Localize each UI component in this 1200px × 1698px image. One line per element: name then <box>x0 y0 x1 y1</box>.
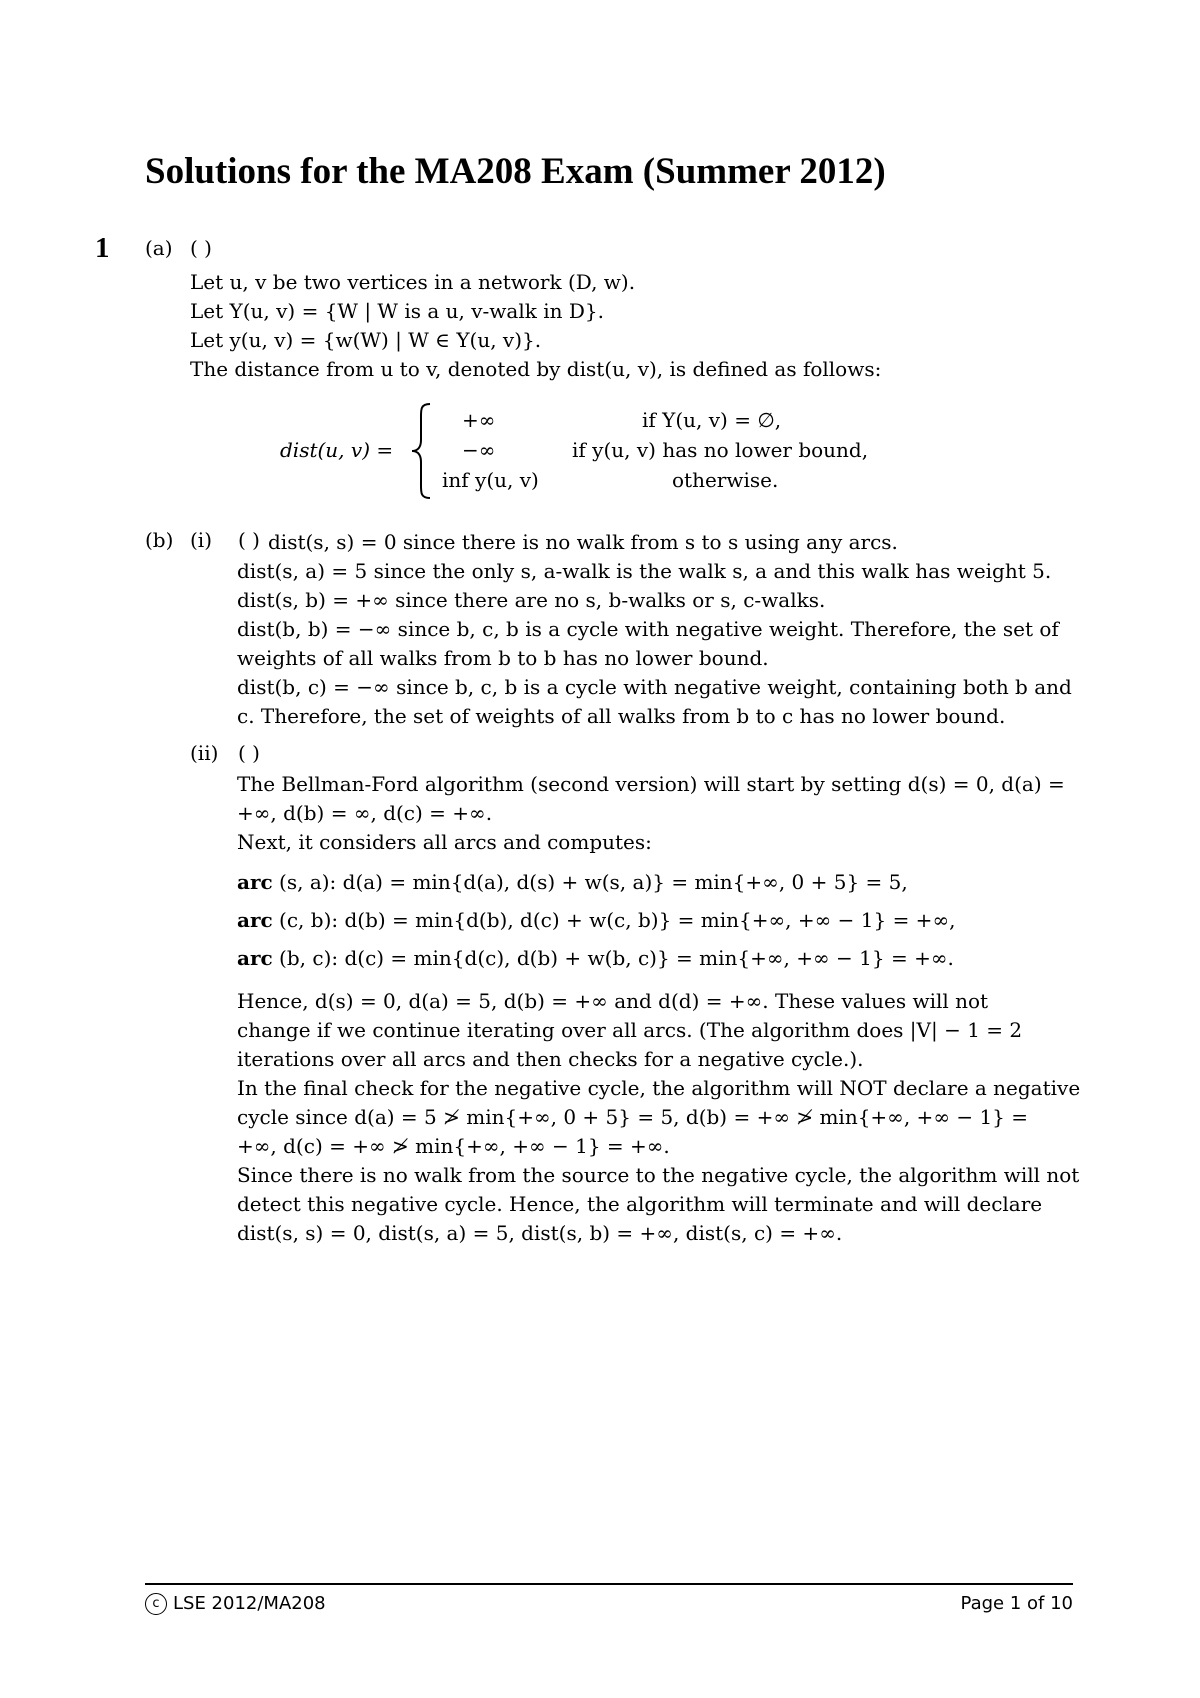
left-brace-icon <box>410 402 432 500</box>
part-a-line: Let y(u, v) = {w(W) | W ∈ Y(u, v)}. <box>190 328 542 352</box>
conclusion-line: In the final check for the negative cycle, the algorithm will NOT declare a negative <box>237 1076 1081 1100</box>
arc-row <box>237 906 955 934</box>
arc-keyword: arc <box>237 946 273 970</box>
arc-formula: d(a) = min{d(a), d(s) + w(s, a)} = min{+∞, 0 + 5} = 5, <box>342 870 908 894</box>
footer-divider <box>145 1583 1073 1585</box>
arc-keyword: arc <box>237 908 273 932</box>
conclusion-line: cycle since d(a) = 5 ≯ min{+∞, 0 + 5} = 5, d(b) = +∞ ≯ min{+∞, +∞ − 1} = <box>237 1105 1029 1129</box>
part-a-line: The distance from u to v, denoted by dist(u, v), is defined as follows: <box>190 357 882 381</box>
part-b-label: (b) <box>145 528 174 552</box>
conclusion-line: detect this negative cycle. Hence, the algorithm will terminate and will declare <box>237 1192 1043 1216</box>
case-condition: if y(u, v) has no lower bound, <box>572 438 869 462</box>
distance-definition <box>280 402 920 502</box>
case-value: inf y(u, v) <box>442 468 539 492</box>
footer-course: LSE 2012/MA208 <box>173 1593 326 1614</box>
part-b-i-line: dist(s, a) = 5 since the only s, a-walk is the walk s, a and this walk has weight 5. <box>237 559 1052 583</box>
conclusion-line: iterations over all arcs and then checks for a negative cycle.). <box>237 1047 864 1071</box>
arc-name: (c, b): <box>279 908 339 932</box>
case-value: +∞ <box>462 408 496 432</box>
part-b-i-line: dist(b, b) = −∞ since b, c, b is a cycle with negative weight. Therefore, the set of <box>237 617 1059 641</box>
arc-row <box>237 944 954 972</box>
arc-row <box>237 868 908 896</box>
part-a-label: (a) <box>145 236 173 260</box>
part-b-i-line: dist(s, b) = +∞ since there are no s, b-walks or s, c-walks. <box>237 588 826 612</box>
page-title: Solutions for the MA208 Exam (Summer 2012) <box>145 151 886 192</box>
part-b-ii-label: (ii) <box>190 741 219 765</box>
conclusion-line: change if we continue iterating over all arcs. (The algorithm does |V| − 1 = 2 <box>237 1018 1023 1042</box>
case-condition: otherwise. <box>672 468 779 492</box>
footer-left <box>145 1593 326 1615</box>
arc-formula: d(c) = min{d(c), d(b) + w(b, c)} = min{+∞, +∞ − 1} = +∞. <box>344 946 954 970</box>
conclusion-line: Since there is no walk from the source to the negative cycle, the algorithm will not <box>237 1163 1080 1187</box>
part-b-ii-intro-line: Next, it considers all arcs and computes: <box>237 830 652 854</box>
part-b-ii-intro-line: +∞, d(b) = ∞, d(c) = +∞. <box>237 801 493 825</box>
page-number: Page 1 of 10 <box>960 1593 1073 1614</box>
conclusion-line: dist(s, s) = 0, dist(s, a) = 5, dist(s, b) = +∞, dist(s, c) = +∞. <box>237 1221 843 1245</box>
part-b-ii-marks: ( ) <box>238 741 260 765</box>
arc-formula: d(b) = min{d(b), d(c) + w(c, b)} = min{+∞, +∞ − 1} = +∞, <box>344 908 956 932</box>
case-condition: if Y(u, v) = ∅, <box>642 408 782 432</box>
part-b-i-line: dist(s, s) = 0 since there is no walk from s to s using any arcs. <box>268 530 898 554</box>
conclusion-line: +∞, d(c) = +∞ ≯ min{+∞, +∞ − 1} = +∞. <box>237 1134 670 1158</box>
copyright-icon: c <box>145 1593 167 1615</box>
arc-keyword: arc <box>237 870 273 894</box>
part-b-i-marks: ( ) <box>238 528 260 552</box>
case-value: −∞ <box>462 438 496 462</box>
part-b-i-line: dist(b, c) = −∞ since b, c, b is a cycle with negative weight, containing both b and <box>237 675 1072 699</box>
definition-lhs: dist(u, v) = <box>280 438 394 462</box>
part-a-marks: ( ) <box>190 236 212 260</box>
part-a-line: Let u, v be two vertices in a network (D, w). <box>190 270 636 294</box>
part-a-line: Let Y(u, v) = {W | W is a u, v-walk in D}. <box>190 299 604 323</box>
arc-name: (b, c): <box>279 946 339 970</box>
part-b-i-line: c. Therefore, the set of weights of all walks from b to c has no lower bound. <box>237 704 1006 728</box>
conclusion-line: Hence, d(s) = 0, d(a) = 5, d(b) = +∞ and d(d) = +∞. These values will not <box>237 989 989 1013</box>
question-number: 1 <box>95 232 110 264</box>
part-b-i-line: weights of all walks from b to b has no lower bound. <box>237 646 769 670</box>
part-b-ii-intro-line: The Bellman-Ford algorithm (second version) will start by setting d(s) = 0, d(a) = <box>237 772 1065 796</box>
arc-name: (s, a): <box>279 870 337 894</box>
part-b-i-label: (i) <box>190 528 213 552</box>
